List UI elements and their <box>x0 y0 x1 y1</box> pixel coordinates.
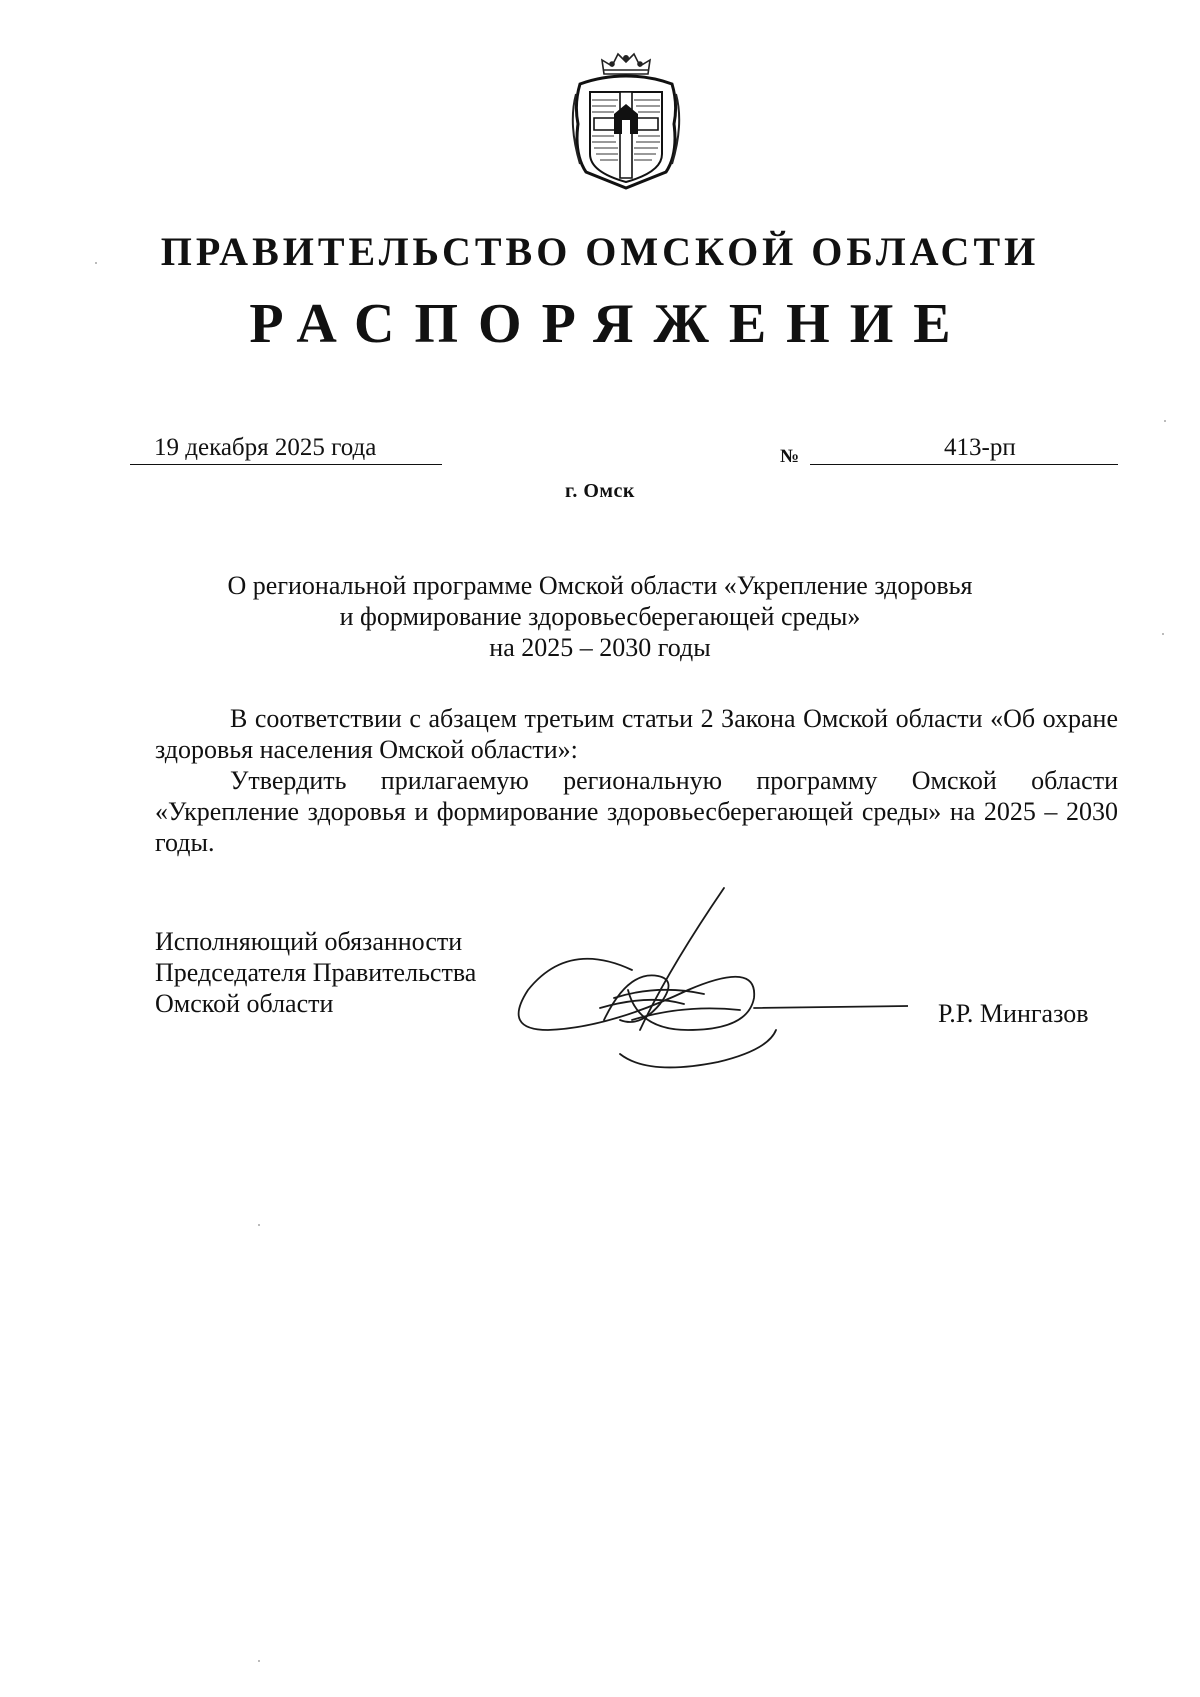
signatory-title-line: Исполняющий обязанности <box>155 927 463 956</box>
subject-line: О региональной программе Омской области «Укрепление здоровья <box>227 571 973 600</box>
document-body <box>155 703 1118 858</box>
subject-line: и формирование здоровьесберегающей среды» <box>339 602 861 631</box>
document-date-value: 19 декабря 2025 года <box>154 434 377 461</box>
scan-speck <box>258 1224 260 1226</box>
handwritten-signature <box>508 880 908 1080</box>
signatory-title <box>155 926 476 1019</box>
document-type-title: РАСПОРЯЖЕНИЕ <box>249 293 971 355</box>
scan-speck <box>1162 633 1164 635</box>
signatory-title-line: Омской области <box>155 989 334 1018</box>
organization-title: ПРАВИТЕЛЬСТВО ОМСКОЙ ОБЛАСТИ <box>160 229 1040 274</box>
body-paragraph: Утвердить прилагаемую региональную программу Омской области «Укрепление здоровья и формирование здоровьесберегающей среды» на 2025 – 2030 годы. <box>155 766 1118 857</box>
subject-line: на 2025 – 2030 годы <box>489 633 711 662</box>
number-label: № <box>780 446 800 467</box>
body-paragraph: В соответствии с абзацем третьим статьи 2 Закона Омской области «Об охране здоровья населения Омской области»: <box>155 704 1118 764</box>
document-number <box>810 432 1118 465</box>
document-date <box>130 432 442 465</box>
signatory-name: Р.Р. Мингазов <box>938 999 1089 1028</box>
document-number-value: 413-рп <box>944 434 1016 461</box>
scan-speck <box>1164 420 1166 422</box>
coat-of-arms-icon <box>566 44 686 192</box>
document-subject <box>160 570 1040 663</box>
scan-speck <box>95 262 97 264</box>
signatory-title-line: Председателя Правительства <box>155 958 477 987</box>
scan-speck <box>258 1660 260 1662</box>
document-city: г. Омск <box>565 480 635 502</box>
